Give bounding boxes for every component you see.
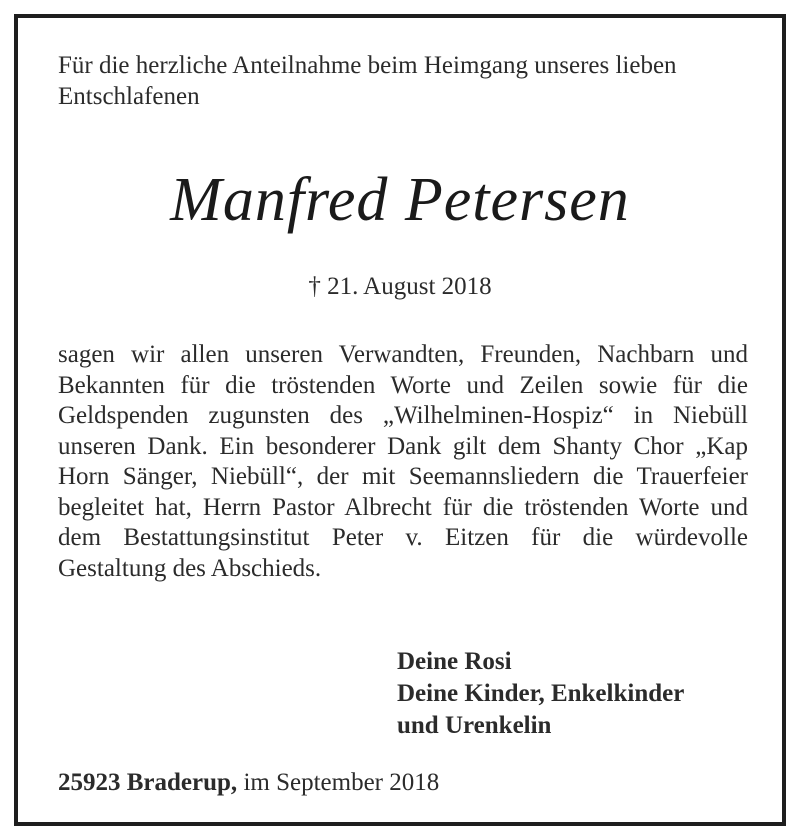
signoff-line-1: Deine Rosi xyxy=(397,648,512,675)
notice-frame xyxy=(14,14,786,826)
intro-text: Für die herzliche Anteilnahme beim Heimgang unseres lieben Entschlafenen xyxy=(58,52,677,110)
signoff xyxy=(397,646,757,742)
death-date: † 21. August 2018 xyxy=(308,273,492,300)
signoff-line-3: und Urenkelin xyxy=(397,712,552,739)
body-paragraph: sagen wir allen unseren Verwandten, Freunden, Nachbarn und Bekannten für die tröstenden Worte und Zeilen sowie für die Geldspenden zugunsten des „Wilhelminen-Hospiz“ in Niebüll unseren Dank. Ein besonderer Dank gilt dem Shanty Chor „Kap Horn Sänger, Niebüll“, der mit Seemannsliedern die Trauerfeier begleitet hat, Herrn Pastor Albrecht für die tröstenden Worte und dem Bestattungsinstitut Peter v. Eitzen für die würdevolle Gestaltung des Abschieds. xyxy=(58,341,748,582)
body-text xyxy=(58,340,748,584)
footer-line xyxy=(58,769,758,797)
signoff-line-2: Deine Kinder, Enkelkinder xyxy=(397,680,685,707)
footer-place: 25923 Braderup, xyxy=(58,769,238,796)
footer-date: im September 2018 xyxy=(237,769,440,796)
deceased-name: Manfred Petersen xyxy=(170,166,630,234)
